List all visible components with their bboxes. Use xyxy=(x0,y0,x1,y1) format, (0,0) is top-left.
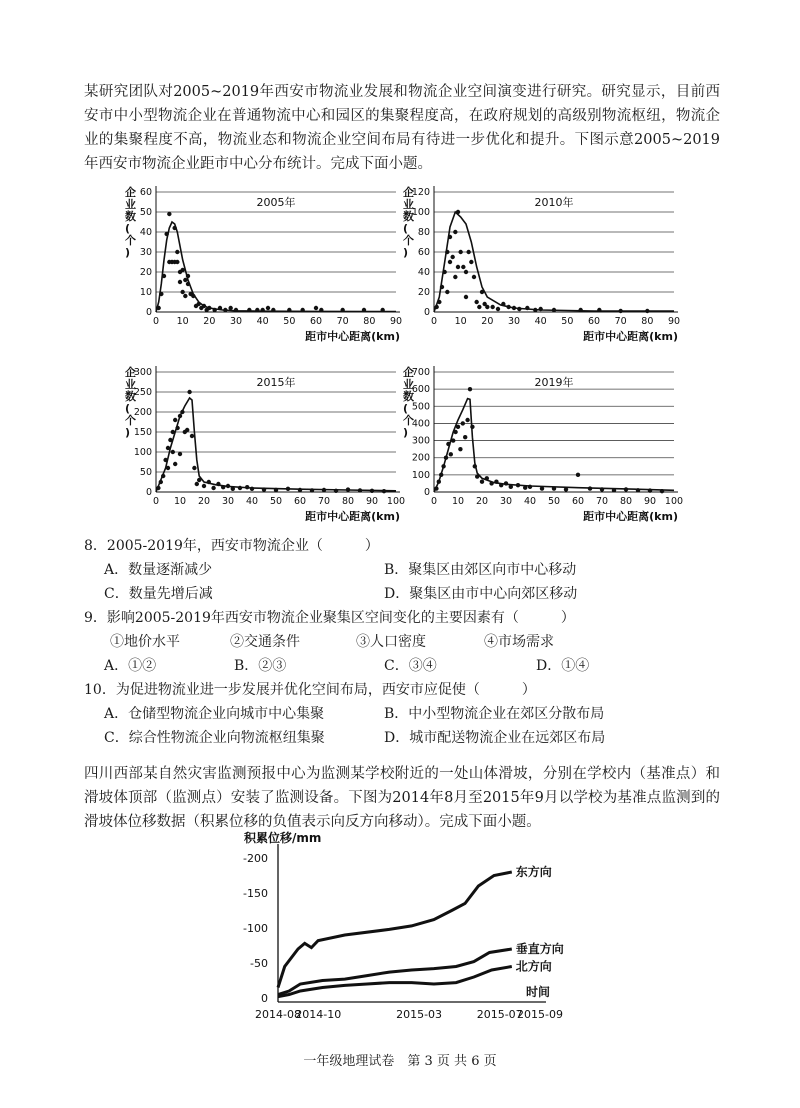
x-tick-label: 100 xyxy=(664,496,684,507)
question-8-option-a[interactable]: A．数量逐渐减少 xyxy=(104,562,213,578)
y-tick-label: -200 xyxy=(243,852,268,865)
data-point xyxy=(159,292,163,296)
data-point xyxy=(528,485,532,489)
data-point xyxy=(441,464,445,468)
data-point xyxy=(464,270,468,274)
x-axis-label: 距市中心距离(km) xyxy=(305,330,400,343)
data-point xyxy=(191,294,195,298)
x-tick-label: 70 xyxy=(317,496,331,507)
data-point xyxy=(470,425,474,429)
x-tick-label: 50 xyxy=(269,496,283,507)
question-9-stem: 9．影响2005-2019年西安市物流企业聚集区空间变化的主要因素有（ ） xyxy=(84,610,575,626)
data-point xyxy=(456,425,460,429)
y-tick-label: 700 xyxy=(411,367,430,378)
chart-title: 2019年 xyxy=(534,376,574,389)
data-point xyxy=(474,300,478,304)
data-point xyxy=(475,474,479,478)
data-point xyxy=(226,484,230,488)
x-tick-label: 30 xyxy=(221,496,235,507)
data-point xyxy=(175,426,179,430)
data-point xyxy=(499,483,503,487)
y-tick-label: 120 xyxy=(411,187,430,198)
data-point xyxy=(453,275,457,279)
x-tick-label: 90 xyxy=(643,496,657,507)
data-point xyxy=(175,250,179,254)
x-tick-label: 10 xyxy=(176,316,189,327)
y-tick-label: 10 xyxy=(139,287,152,298)
data-point xyxy=(161,474,165,478)
x-tick-label: 20 xyxy=(203,316,216,327)
data-point xyxy=(501,302,505,306)
data-point xyxy=(453,230,457,234)
data-point xyxy=(178,452,182,456)
data-point xyxy=(645,309,649,313)
y-tick-label: 30 xyxy=(139,247,152,258)
y-tick-label: 0 xyxy=(261,992,268,1005)
data-point xyxy=(437,480,441,484)
x-tick-label: 30 xyxy=(499,496,513,507)
x-tick-label: 100 xyxy=(386,496,406,507)
y-axis-label: 企业数(个) xyxy=(403,366,414,439)
y-tick-label: 60 xyxy=(417,247,430,258)
data-point xyxy=(496,307,500,311)
data-point xyxy=(588,486,592,490)
x-tick-label: 0 xyxy=(152,496,160,507)
data-point xyxy=(480,290,484,294)
data-point xyxy=(525,306,529,310)
data-point xyxy=(380,308,384,312)
y-tick-label: 80 xyxy=(417,227,430,238)
data-point xyxy=(624,487,628,491)
question-8-option-c[interactable]: C．数量先增后减 xyxy=(104,586,213,602)
data-point xyxy=(180,268,184,272)
y-tick-label: 100 xyxy=(411,469,430,481)
data-point xyxy=(597,308,601,312)
x-tick-label: 90 xyxy=(389,316,403,327)
data-point xyxy=(260,308,264,312)
x-axis-label: 距市中心距离(km) xyxy=(305,510,400,523)
question-9-factor-3: ③人口密度 xyxy=(356,634,426,650)
data-point xyxy=(444,456,448,460)
data-point xyxy=(250,487,254,491)
data-point xyxy=(202,484,206,488)
data-point xyxy=(314,306,318,310)
y-tick-label: 300 xyxy=(411,435,430,447)
data-point xyxy=(523,486,527,490)
data-point xyxy=(469,260,473,264)
series-label: 垂直方向 xyxy=(515,942,564,956)
data-point xyxy=(533,308,537,312)
data-point xyxy=(196,302,200,306)
x-tick-label: 30 xyxy=(229,316,243,327)
data-point xyxy=(473,464,477,468)
data-point xyxy=(274,488,278,492)
data-point xyxy=(166,446,170,450)
y-tick-label: 400 xyxy=(411,418,430,430)
y-tick-label: 600 xyxy=(411,384,430,396)
data-point xyxy=(202,304,206,308)
data-point xyxy=(186,274,190,278)
data-point xyxy=(382,489,386,493)
data-point xyxy=(517,307,521,311)
data-point xyxy=(173,418,177,422)
question-10-option-a[interactable]: A．仓储型物流企业向城市中心集聚 xyxy=(104,706,325,722)
data-point xyxy=(370,489,374,493)
x-tick-label: 90 xyxy=(667,316,681,327)
y-tick-label: 50 xyxy=(139,207,152,218)
data-point xyxy=(358,488,362,492)
question-8-option-d[interactable]: D．聚集区由市中心向郊区移动 xyxy=(384,586,578,602)
data-point xyxy=(576,473,580,477)
data-point xyxy=(448,260,452,264)
trend-curve xyxy=(434,399,674,492)
data-point xyxy=(477,305,481,309)
data-point xyxy=(195,482,199,486)
y-tick-label: 20 xyxy=(139,267,152,278)
x-tick-label: 10 xyxy=(454,316,467,327)
data-point xyxy=(231,487,235,491)
data-point xyxy=(322,488,326,492)
data-point xyxy=(156,486,160,490)
data-point xyxy=(434,305,438,309)
data-point xyxy=(464,295,468,299)
passage-intro-1: 某研究团队对2005~2019年西安市物流业发展和物流企业空间演变进行研究。研究显示，目前西安市中小型物流企业在普通物流中心和园区的集聚程度高，在政府规划的高级别物流枢纽，物流企业的集聚程度不高，物流业态和物流企业空间布局有待进一步优化和提升。下图示意2005~2019年西安市物流企业距市中心分布统计。完成下面小题。 xyxy=(84,84,720,172)
passage-intro-2: 四川西部某自然灾害监测预报中心为监测某学校附近的一处山体滑坡，分别在学校内（基准点）和滑坡体顶部（监测点）安装了监测设备。下图为2014年8月至2015年9月以学校为基准点监测到的滑坡体位移数据（积累位移的负值表示向反方向移动）。完成下面小题。 xyxy=(84,766,720,830)
data-point xyxy=(159,480,163,484)
x-tick-label: 30 xyxy=(507,316,521,327)
data-point xyxy=(472,275,476,279)
data-point xyxy=(445,290,449,294)
data-point xyxy=(167,212,171,216)
data-point xyxy=(218,306,222,310)
x-tick-label: 10 xyxy=(451,496,465,507)
y-tick-label: 0 xyxy=(423,487,430,498)
y-tick-label: 200 xyxy=(133,407,152,418)
data-point xyxy=(178,414,182,418)
y-tick-label: 40 xyxy=(139,227,152,238)
data-point xyxy=(245,485,249,489)
data-point xyxy=(171,430,175,434)
x-tick-label: 50 xyxy=(283,316,296,327)
data-point xyxy=(319,308,323,312)
chart-title: 2010年 xyxy=(534,196,574,209)
y-tick-label: 40 xyxy=(417,267,430,278)
data-point xyxy=(450,255,454,259)
data-point xyxy=(509,485,513,489)
data-point xyxy=(490,305,494,309)
x-tick-label: 60 xyxy=(309,316,323,327)
x-tick-label: 40 xyxy=(534,316,547,327)
y-tick-label: 250 xyxy=(133,387,152,398)
data-point xyxy=(458,447,462,451)
data-point xyxy=(564,487,568,491)
question-10-option-b[interactable]: B．中小型物流企业在郊区分散布局 xyxy=(384,706,605,722)
data-point xyxy=(156,306,160,310)
x-tick-label: 2014-08 xyxy=(255,1008,301,1021)
x-tick-label: 80 xyxy=(619,496,633,507)
question-9-option-b[interactable]: B．②③ xyxy=(234,658,287,674)
data-point xyxy=(456,265,460,269)
chart-2019 xyxy=(398,362,688,532)
data-point xyxy=(310,488,314,492)
data-point xyxy=(185,428,189,432)
y-tick-label: 0 xyxy=(423,307,430,318)
data-point xyxy=(164,232,168,236)
y-tick-label: 20 xyxy=(417,287,430,298)
x-tick-label: 60 xyxy=(587,316,601,327)
question-10-option-c[interactable]: C．综合性物流企业向物流枢纽集聚 xyxy=(104,730,325,746)
data-point xyxy=(480,480,484,484)
data-point xyxy=(187,390,191,394)
y-tick-label: 500 xyxy=(411,401,430,413)
data-point xyxy=(173,462,177,466)
data-point xyxy=(451,438,455,442)
question-9-option-a[interactable]: A．①② xyxy=(104,658,157,674)
data-point xyxy=(504,481,508,485)
x-tick-label: 70 xyxy=(595,496,609,507)
x-axis-label: 距市中心距离(km) xyxy=(583,330,678,343)
x-tick-label: 10 xyxy=(173,496,187,507)
y-tick-label: 100 xyxy=(133,447,152,458)
data-point xyxy=(287,308,291,312)
data-point xyxy=(340,308,344,312)
series-label: 北方向 xyxy=(515,959,552,974)
x-tick-label: 20 xyxy=(475,496,489,507)
data-point xyxy=(212,308,216,312)
data-point xyxy=(168,438,172,442)
x-tick-label: 40 xyxy=(245,496,259,507)
data-point xyxy=(434,486,438,490)
y-axis-label: 企业数(个) xyxy=(403,186,414,259)
data-point xyxy=(437,300,441,304)
data-point xyxy=(171,450,175,454)
x-tick-label: 2015-09 xyxy=(517,1008,563,1021)
data-point xyxy=(552,486,556,490)
data-point xyxy=(660,489,664,493)
question-9-option-d[interactable]: D．①④ xyxy=(536,658,590,674)
data-point xyxy=(163,458,167,462)
data-point xyxy=(540,486,544,490)
data-point xyxy=(180,290,184,294)
data-point xyxy=(183,278,187,282)
x-tick-label: 70 xyxy=(614,316,627,327)
data-point xyxy=(186,282,190,286)
data-point xyxy=(192,466,196,470)
data-point xyxy=(494,480,498,484)
data-point xyxy=(362,308,366,312)
x-tick-label: 0 xyxy=(430,496,438,507)
x-tick-label: 0 xyxy=(430,316,438,327)
x-tick-label: 80 xyxy=(341,496,355,507)
data-point xyxy=(485,305,489,309)
data-point xyxy=(207,306,211,310)
data-point xyxy=(636,488,640,492)
data-point xyxy=(300,308,304,312)
question-10-option-d[interactable]: D．城市配送物流企业在远郊区布局 xyxy=(384,730,606,746)
y-tick-label: -100 xyxy=(243,922,268,935)
x-axis-label: 距市中心距离(km) xyxy=(583,510,678,523)
question-10-stem: 10．为促进物流业进一步发展并优化空间布局，西安市应促使（ ） xyxy=(84,682,536,698)
y-axis-label: 企业数(个) xyxy=(125,186,136,259)
data-point xyxy=(223,308,227,312)
data-point xyxy=(506,305,510,309)
x-tick-label: 90 xyxy=(365,496,379,507)
data-point xyxy=(298,488,302,492)
data-point xyxy=(552,308,556,312)
x-tick-label: 20 xyxy=(481,316,494,327)
x-tick-label: 60 xyxy=(293,496,307,507)
data-point xyxy=(538,307,542,311)
series-label: 东方向 xyxy=(515,865,552,879)
data-point xyxy=(247,308,251,312)
y-tick-label: 60 xyxy=(139,187,152,198)
chart-displacement xyxy=(230,830,590,1035)
data-point xyxy=(448,235,452,239)
data-point xyxy=(266,306,270,310)
data-point xyxy=(463,435,467,439)
data-point xyxy=(439,473,443,477)
y-tick-label: 100 xyxy=(411,207,430,218)
data-point xyxy=(166,466,170,470)
data-point xyxy=(238,486,242,490)
chart-title: 2015年 xyxy=(256,376,296,389)
x-tick-label: 2014-10 xyxy=(295,1008,342,1021)
data-point xyxy=(262,487,266,491)
data-point xyxy=(197,478,201,482)
data-point xyxy=(600,487,604,491)
data-point xyxy=(453,430,457,434)
data-point xyxy=(446,442,450,446)
x-tick-label: 70 xyxy=(336,316,349,327)
data-point xyxy=(216,482,220,486)
trend-curve xyxy=(156,222,396,312)
data-point xyxy=(458,250,462,254)
question-9-factor-2: ②交通条件 xyxy=(230,634,300,650)
data-point xyxy=(207,480,211,484)
data-point xyxy=(346,487,350,491)
data-point xyxy=(190,434,194,438)
data-point xyxy=(175,260,179,264)
data-point xyxy=(465,418,469,422)
data-point xyxy=(180,410,184,414)
data-point xyxy=(648,488,652,492)
data-point xyxy=(442,270,446,274)
x-tick-label: 0 xyxy=(152,316,160,327)
data-point xyxy=(172,226,176,230)
data-point xyxy=(578,308,582,312)
y-tick-label: 0 xyxy=(145,487,152,498)
y-tick-label: -150 xyxy=(243,887,268,900)
x-tick-label: 50 xyxy=(547,496,561,507)
y-tick-label: 200 xyxy=(411,452,430,464)
data-point xyxy=(485,476,489,480)
data-point xyxy=(234,308,238,312)
data-point xyxy=(456,210,460,214)
data-point xyxy=(468,387,472,391)
data-point xyxy=(255,308,259,312)
data-point xyxy=(461,421,465,425)
data-point xyxy=(211,486,215,490)
data-point xyxy=(516,483,520,487)
x-tick-label: 80 xyxy=(363,316,376,327)
data-point xyxy=(512,306,516,310)
data-point xyxy=(466,250,470,254)
chart-2015 xyxy=(120,362,410,532)
y-tick-label: 50 xyxy=(139,467,152,478)
question-9-factor-4: ④市场需求 xyxy=(484,634,554,650)
chart-2005 xyxy=(120,182,410,352)
data-point xyxy=(286,487,290,491)
data-point xyxy=(271,308,275,312)
data-point xyxy=(618,309,622,313)
x-tick-label: 50 xyxy=(561,316,574,327)
y-tick-label: 300 xyxy=(133,367,152,378)
data-point xyxy=(612,488,616,492)
x-tick-label: 2015-03 xyxy=(396,1008,443,1021)
page-footer: 一年级地理试卷 第 3 页 共 6 页 xyxy=(303,1054,497,1069)
question-9-factor-1: ①地价水平 xyxy=(110,634,180,650)
y-axis-label: 积累位移/mm xyxy=(244,831,322,845)
data-point xyxy=(461,265,465,269)
x-tick-label: 20 xyxy=(197,496,211,507)
data-point xyxy=(183,294,187,298)
chart-2010 xyxy=(398,182,688,352)
data-point xyxy=(334,489,338,493)
y-axis-label: 企业数(个) xyxy=(125,366,136,439)
data-point xyxy=(178,280,182,284)
y-tick-label: 0 xyxy=(145,307,152,318)
data-point xyxy=(449,452,453,456)
data-point xyxy=(440,285,444,289)
question-8-option-b[interactable]: B．聚集区由郊区向市中心移动 xyxy=(384,562,577,578)
data-point xyxy=(162,274,166,278)
x-tick-label: 40 xyxy=(523,496,537,507)
data-point xyxy=(228,306,232,310)
y-tick-label: -50 xyxy=(250,957,268,970)
chart-title: 2005年 xyxy=(256,196,296,209)
data-point xyxy=(221,485,225,489)
y-tick-label: 150 xyxy=(133,427,152,438)
x-axis-label: 时间 xyxy=(526,985,551,999)
x-tick-label: 40 xyxy=(256,316,269,327)
x-tick-label: 80 xyxy=(641,316,654,327)
x-tick-label: 60 xyxy=(571,496,585,507)
question-8-stem: 8．2005-2019年，西安市物流企业（ ） xyxy=(84,538,379,554)
data-point xyxy=(489,481,493,485)
question-9-option-c[interactable]: C．③④ xyxy=(384,658,437,674)
x-tick-label: 2015-07 xyxy=(476,1008,523,1021)
data-point xyxy=(445,250,449,254)
